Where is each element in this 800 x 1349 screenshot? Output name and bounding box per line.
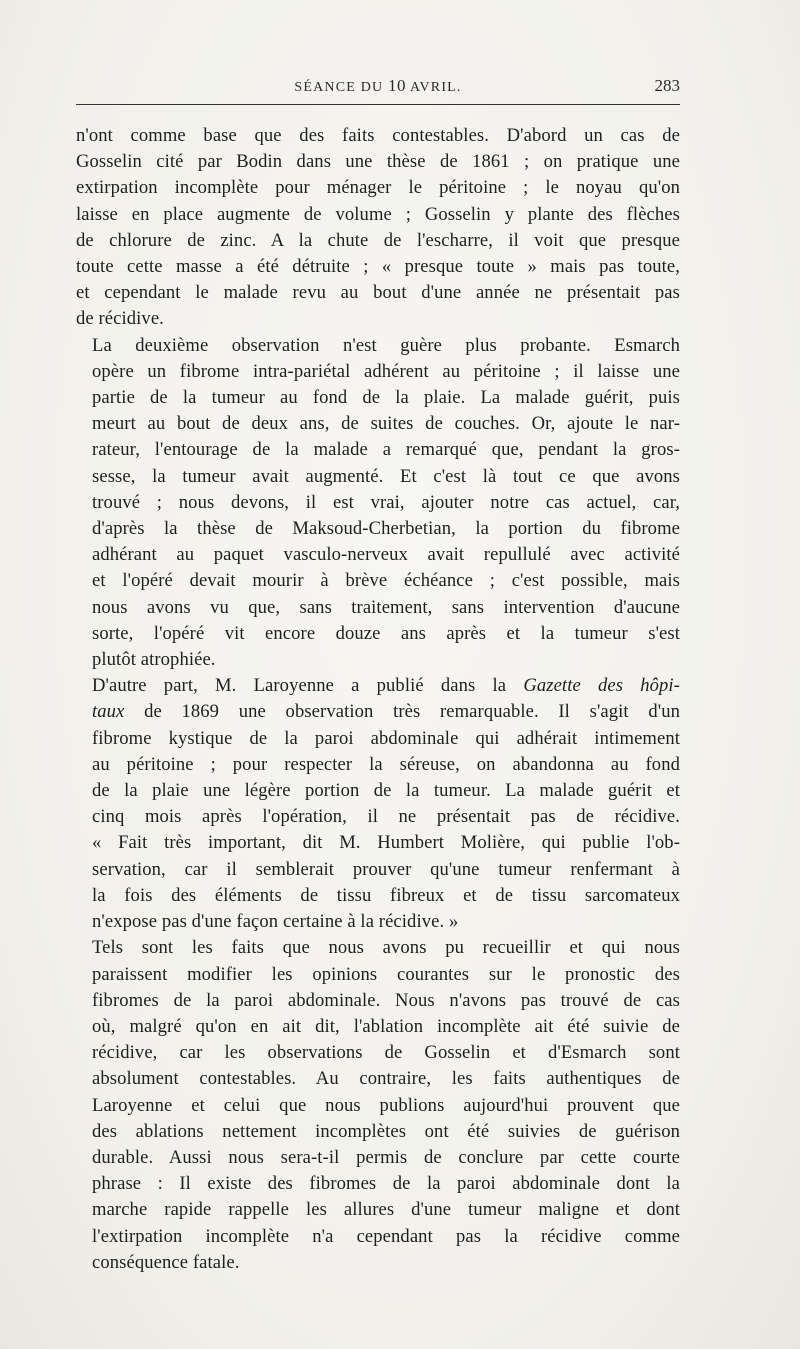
text-line: servation, car il semblerait prouver qu'une tumeur renfermant à (92, 858, 680, 880)
text-line: partie de la tumeur au fond de la plaie. La malade guérit, puis (92, 387, 680, 409)
text-line: n'expose pas d'une façon certaine à la récidive. » (92, 911, 459, 933)
text-line: plutôt atrophiée. (92, 649, 216, 671)
paragraph-2 (76, 333, 680, 674)
text-line: de récidive. (76, 308, 164, 330)
text-line: nous avons vu que, sans traitement, sans intervention d'aucune (92, 596, 680, 618)
paragraph-1 (76, 123, 680, 333)
text-line: Gosselin cité par Bodin dans une thèse de 1861 ; on pratique une (76, 151, 680, 173)
text-run: de 1869 une observation très remarquable. Il s'agit d'un (124, 701, 680, 723)
page-number: 283 (654, 76, 680, 95)
journal-title-italic: taux (92, 701, 125, 723)
text-line: cinq mois après l'opération, il ne présentait pas de récidive. (92, 806, 680, 828)
running-title (76, 76, 680, 96)
text-line (76, 673, 680, 699)
text-line: où, malgré qu'on en ait dit, l'ablation incomplète ait été suivie de (92, 1015, 680, 1037)
running-title-day: 10 (388, 76, 407, 95)
text-line: sesse, la tumeur avait augmenté. Et c'est là tout ce que avons (92, 465, 680, 487)
text-line: au péritoine ; pour respecter la séreuse, on abandonna au fond (92, 753, 680, 775)
text-line: durable. Aussi nous sera-t-il permis de conclure par cette courte (92, 1146, 680, 1168)
text-line (76, 699, 680, 725)
text-line: opère un fibrome intra-pariétal adhérent au péritoine ; il laisse une (92, 360, 680, 382)
text-line: paraissent modifier les opinions courantes sur le pronostic des (92, 963, 680, 985)
text-line: absolument contestables. Au contraire, les faits authentiques de (92, 1068, 680, 1090)
text-line: fibromes de la paroi abdominale. Nous n'avons pas trouvé de cas (92, 989, 680, 1011)
text-line: d'après la thèse de Maksoud-Cherbetian, la portion du fibrome (92, 518, 680, 540)
text-line: sorte, l'opéré vit encore douze ans après et la tumeur s'est (92, 622, 680, 644)
running-head (76, 76, 680, 98)
paragraph-3 (76, 673, 680, 935)
running-title-month: AVRIL. (409, 80, 462, 95)
text-line: la fois des éléments de tissu fibreux et de tissu sarcomateux (92, 884, 680, 906)
body-text (76, 123, 680, 1276)
text-line: adhérant au paquet vasculo-nerveux avait repullulé avec activité (92, 544, 680, 566)
text-line: récidive, car les observations de Gosselin et d'Esmarch sont (92, 1042, 680, 1064)
journal-title-italic: Gazette des hôpi- (523, 675, 680, 697)
text-line: marche rapide rappelle les allures d'une tumeur maligne et dont (92, 1199, 680, 1221)
text-line: l'extirpation incomplète n'a cependant pas la récidive comme (92, 1225, 680, 1247)
text-line: trouvé ; nous devons, il est vrai, ajouter notre cas actuel, car, (92, 491, 680, 513)
text-line: extirpation incomplète pour ménager le péritoine ; le noyau qu'on (76, 177, 680, 199)
text-line: Tels sont les faits que nous avons pu recueillir et qui nous (92, 937, 680, 959)
running-title-prefix: SÉANCE DU (294, 80, 384, 95)
text-line: des ablations nettement incomplètes ont été suivies de guérison (92, 1120, 680, 1142)
text-line: n'ont comme base que des faits contestables. D'abord un cas de (76, 125, 680, 146)
text-line: toute cette masse a été détruite ; « presque toute » mais pas toute, (76, 256, 680, 278)
text-line: de la plaie une légère portion de la tumeur. La malade guérit et (92, 780, 680, 802)
text-line: Laroyenne et celui que nous publions aujourd'hui prouvent que (92, 1094, 680, 1116)
text-line: meurt au bout de deux ans, de suites de couches. Or, ajoute le nar- (92, 413, 680, 435)
text-line: phrase : Il existe des fibromes de la paroi abdominale dont la (92, 1173, 680, 1195)
text-line: laisse en place augmente de volume ; Gosselin y plante des flèches (76, 203, 680, 225)
text-line: et l'opéré devait mourir à brève échéance ; c'est possible, mais (92, 570, 680, 592)
text-line: fibrome kystique de la paroi abdominale qui adhérait intimement (92, 727, 680, 749)
text-line: rateur, l'entourage de la malade a remarqué que, pendant la gros- (92, 439, 680, 461)
paragraph-4 (76, 935, 680, 1276)
text-line: « Fait très important, dit M. Humbert Molière, qui publie l'ob- (92, 832, 680, 854)
text-line: et cependant le malade revu au bout d'une année ne présentait pas (76, 282, 680, 304)
text-line: de chlorure de zinc. A la chute de l'escharre, il voit que presque (76, 229, 680, 251)
text-line: La deuxième observation n'est guère plus probante. Esmarch (92, 334, 680, 356)
text-line: conséquence fatale. (92, 1251, 240, 1273)
header-rule (76, 104, 680, 105)
text-run: D'autre part, M. Laroyenne a publié dans la (92, 675, 524, 697)
